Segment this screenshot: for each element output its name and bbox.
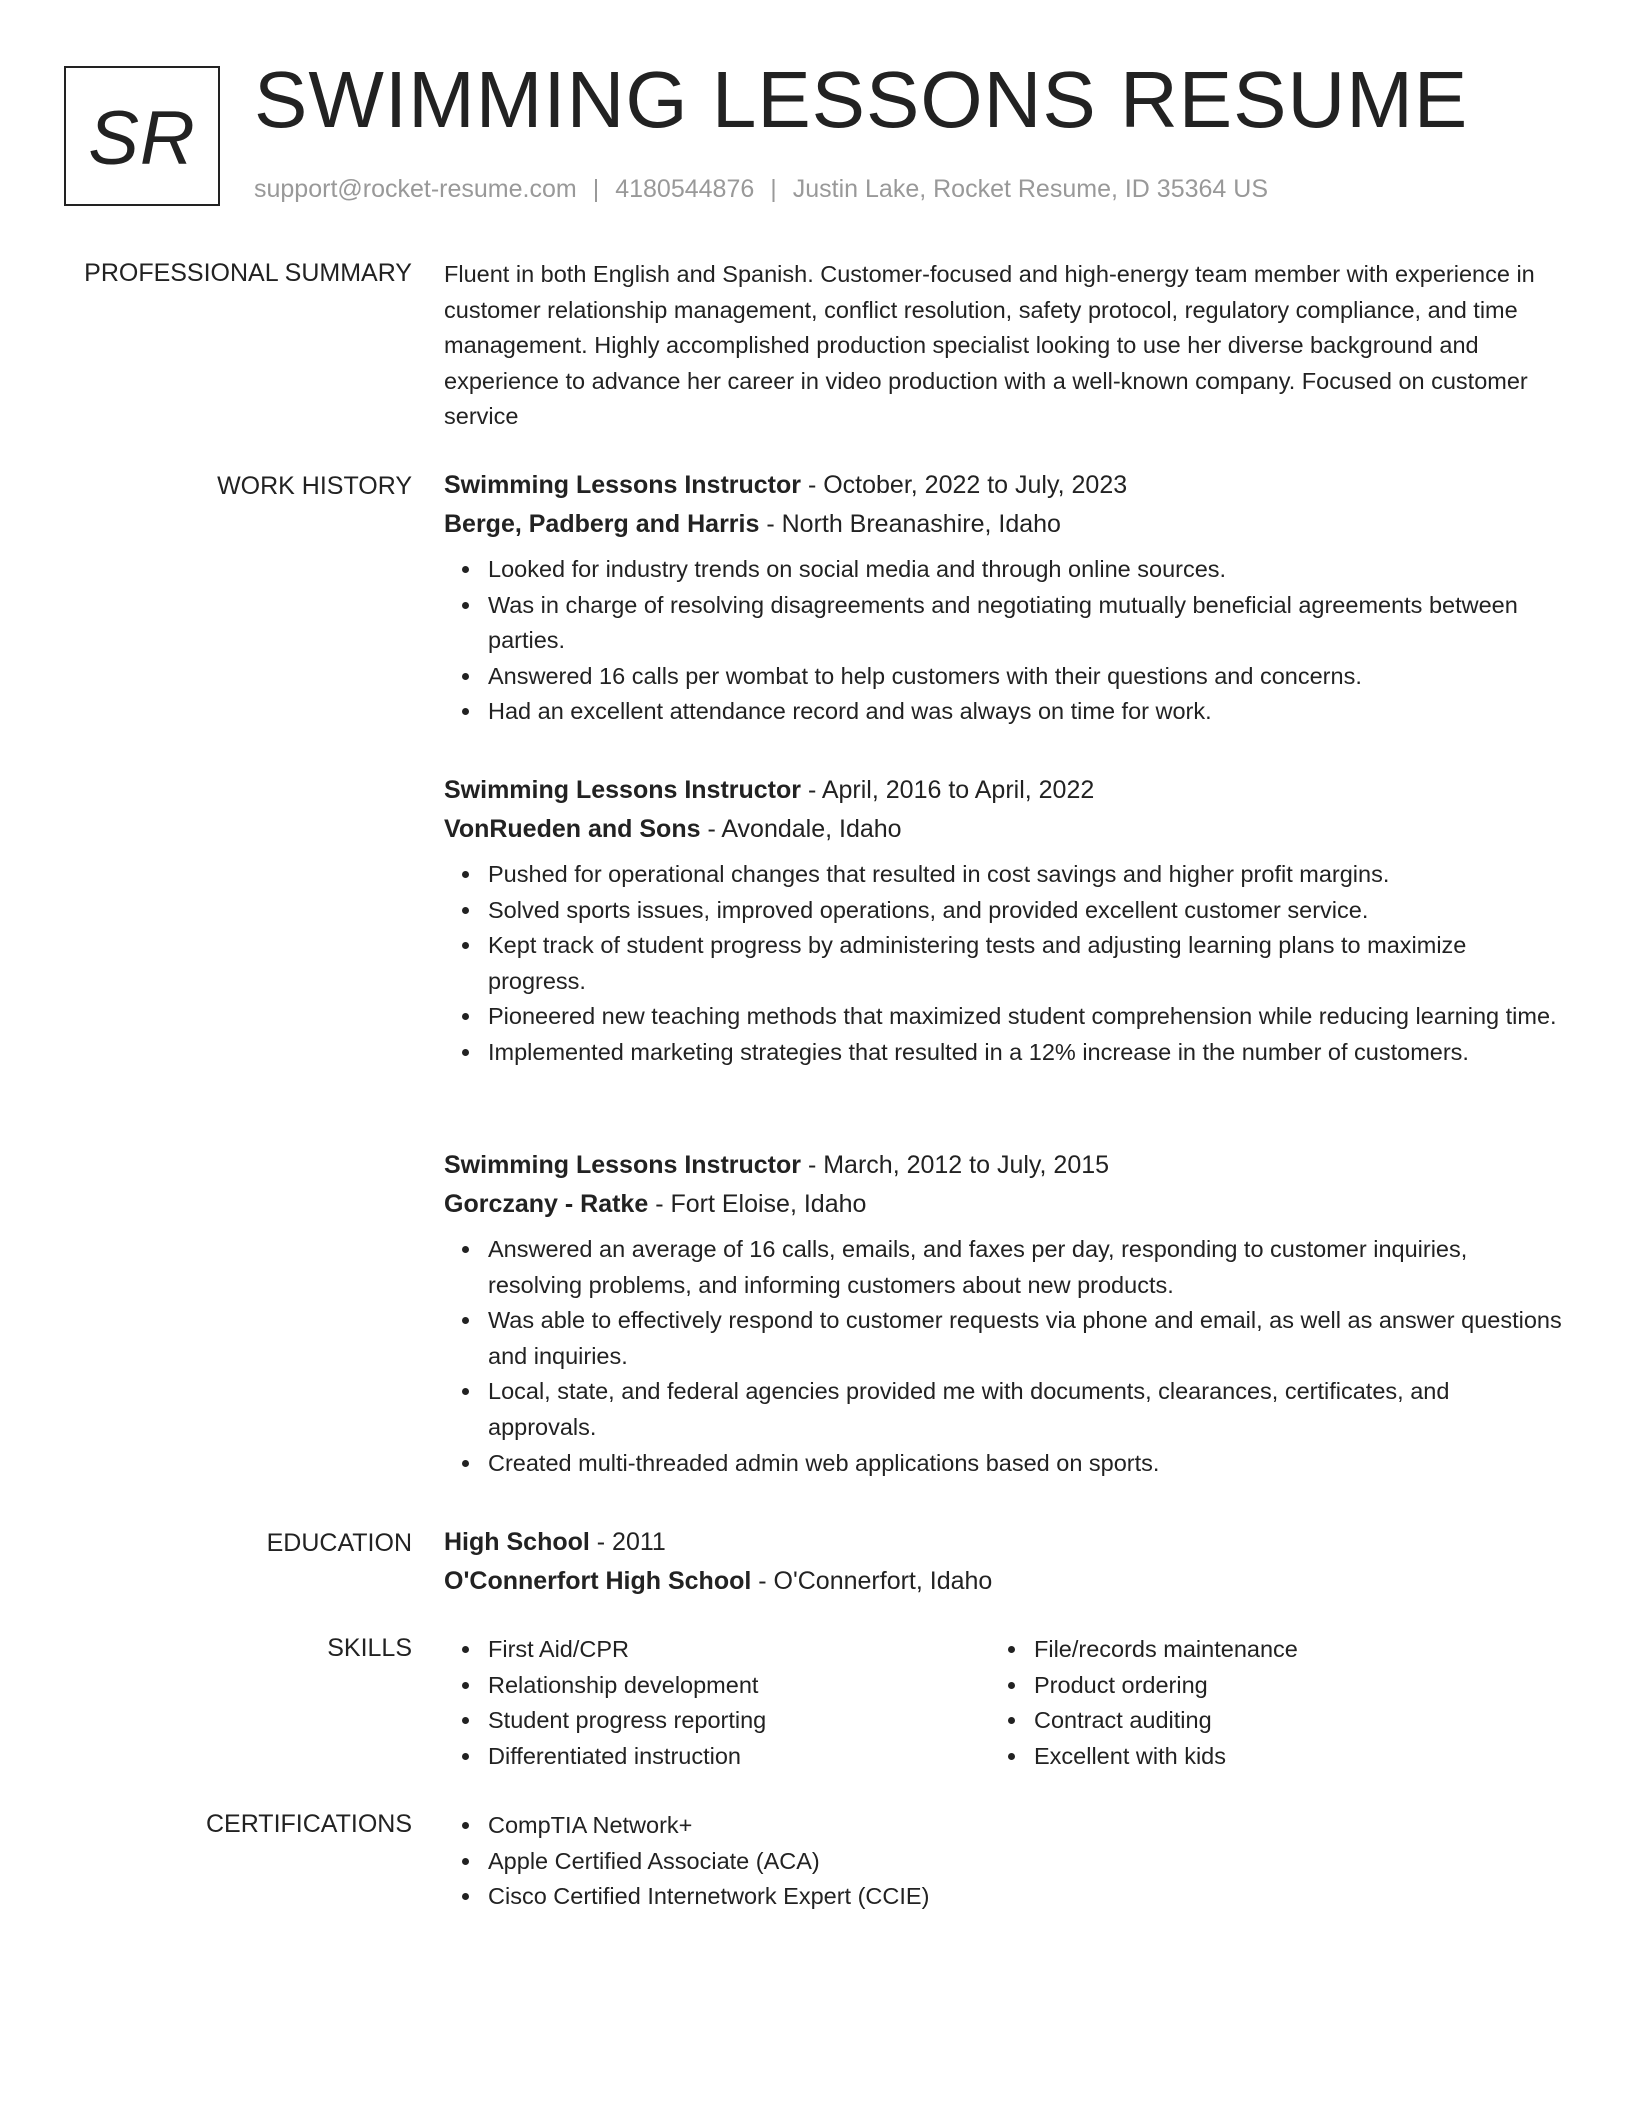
education-entry	[444, 1523, 1564, 1601]
skills-column-left	[444, 1632, 990, 1774]
job-location: - North Breanashire, Idaho	[759, 510, 1061, 538]
job-bullets	[444, 1232, 1564, 1481]
skills-list	[990, 1632, 1536, 1774]
job-company: Berge, Padberg and Harris	[444, 510, 760, 538]
list-item: Relationship development	[488, 1668, 990, 1704]
education-year: - 2011	[589, 1528, 666, 1556]
job-entry	[444, 1146, 1564, 1481]
list-item: Student progress reporting	[488, 1703, 990, 1739]
list-item: Solved sports issues, improved operations, and provided excellent customer service.	[488, 893, 1564, 929]
list-item: Apple Certified Associate (ACA)	[488, 1844, 1564, 1880]
job-company: VonRueden and Sons	[444, 815, 701, 843]
list-item: Implemented marketing strategies that resulted in a 12% increase in the number of customers.	[488, 1035, 1564, 1071]
job-company-line	[444, 1185, 1564, 1224]
job-bullets	[444, 857, 1564, 1071]
section-label-education: EDUCATION	[266, 1529, 412, 1557]
list-item: Cisco Certified Internetwork Expert (CCIE)	[488, 1879, 1564, 1915]
section-label-certifications: CERTIFICATIONS	[205, 1810, 412, 1838]
list-item: Was in charge of resolving disagreements and negotiating mutually beneficial agreements between parties.	[488, 588, 1564, 659]
job-location: - Fort Eloise, Idaho	[648, 1190, 867, 1218]
certifications-entry	[444, 1808, 1564, 1915]
education-school: O'Connerfort High School	[444, 1567, 752, 1595]
job-dates: - April, 2016 to April, 2022	[801, 776, 1095, 804]
section-label-summary: PROFESSIONAL SUMMARY	[84, 259, 412, 287]
education-degree-line	[444, 1523, 1564, 1562]
education-school-line	[444, 1562, 1564, 1601]
list-item: Had an excellent attendance record and was always on time for work.	[488, 694, 1564, 730]
skills-grid	[444, 1632, 1564, 1774]
list-item: Pioneered new teaching methods that maximized student comprehension while reducing learning time.	[488, 999, 1564, 1035]
list-item: Answered 16 calls per wombat to help customers with their questions and concerns.	[488, 659, 1564, 695]
list-item: First Aid/CPR	[488, 1632, 990, 1668]
job-dates: - October, 2022 to July, 2023	[801, 471, 1128, 499]
education-degree: High School	[444, 1528, 590, 1556]
summary-text: Fluent in both English and Spanish. Customer-focused and high-energy team member with experience in customer relationship management, conflict resolution, safety protocol, regulatory compliance, and time management. Highly accomplished production specialist looking to use her diverse background and experience to advance her career in video production with a well-known company. Focused on customer service	[444, 261, 1535, 430]
job-company-line	[444, 505, 1564, 544]
monogram-initials: SR	[88, 95, 196, 181]
job-title-line	[444, 466, 1564, 505]
job-title: Swimming Lessons Instructor	[444, 776, 802, 804]
job-company-line	[444, 810, 1564, 849]
contact-address: Justin Lake, Rocket Resume, ID 35364 US	[792, 175, 1268, 203]
contact-phone[interactable]: 4180544876	[615, 175, 755, 203]
list-item: Kept track of student progress by administering tests and adjusting learning plans to maximize progress.	[488, 928, 1564, 999]
job-location: - Avondale, Idaho	[700, 815, 902, 843]
job-title: Swimming Lessons Instructor	[444, 471, 802, 499]
contact-email[interactable]: support@rocket-resume.com	[254, 175, 577, 203]
list-item: Was able to effectively respond to customer requests via phone and email, as well as answer questions and inquiries.	[488, 1303, 1564, 1374]
monogram-logo	[64, 66, 220, 206]
list-item: Contract auditing	[1034, 1703, 1536, 1739]
job-company: Gorczany - Ratke	[444, 1190, 649, 1218]
list-item: Excellent with kids	[1034, 1739, 1536, 1775]
list-item: File/records maintenance	[1034, 1632, 1536, 1668]
job-entry	[444, 771, 1564, 1071]
certifications-list	[444, 1808, 1564, 1915]
job-title-line	[444, 771, 1564, 810]
list-item: Product ordering	[1034, 1668, 1536, 1704]
contact-separator: |	[770, 175, 777, 203]
list-item: Pushed for operational changes that resulted in cost savings and higher profit margins.	[488, 857, 1564, 893]
job-entry	[444, 466, 1564, 730]
skills-list	[444, 1632, 990, 1774]
list-item: Differentiated instruction	[488, 1739, 990, 1775]
list-item: Created multi-threaded admin web applications based on sports.	[488, 1446, 1564, 1482]
job-dates: - March, 2012 to July, 2015	[801, 1151, 1110, 1179]
contact-separator: |	[592, 175, 600, 203]
education-location: - O'Connerfort, Idaho	[751, 1567, 993, 1595]
list-item: Looked for industry trends on social media and through online sources.	[488, 552, 1564, 588]
section-label-skills: SKILLS	[327, 1634, 412, 1662]
section-label-work-history: WORK HISTORY	[217, 472, 412, 500]
job-title-line	[444, 1146, 1564, 1185]
contact-line	[254, 174, 1268, 204]
list-item: Answered an average of 16 calls, emails, and faxes per day, responding to customer inquiries, resolving problems, and informing customers about new products.	[488, 1232, 1564, 1303]
skills-column-right	[990, 1632, 1536, 1774]
resume-title: SWIMMING LESSONS RESUME	[254, 55, 1469, 144]
list-item: CompTIA Network+	[488, 1808, 1564, 1844]
job-bullets	[444, 552, 1564, 730]
list-item: Local, state, and federal agencies provided me with documents, clearances, certificates, and approvals.	[488, 1374, 1564, 1445]
job-title: Swimming Lessons Instructor	[444, 1151, 802, 1179]
